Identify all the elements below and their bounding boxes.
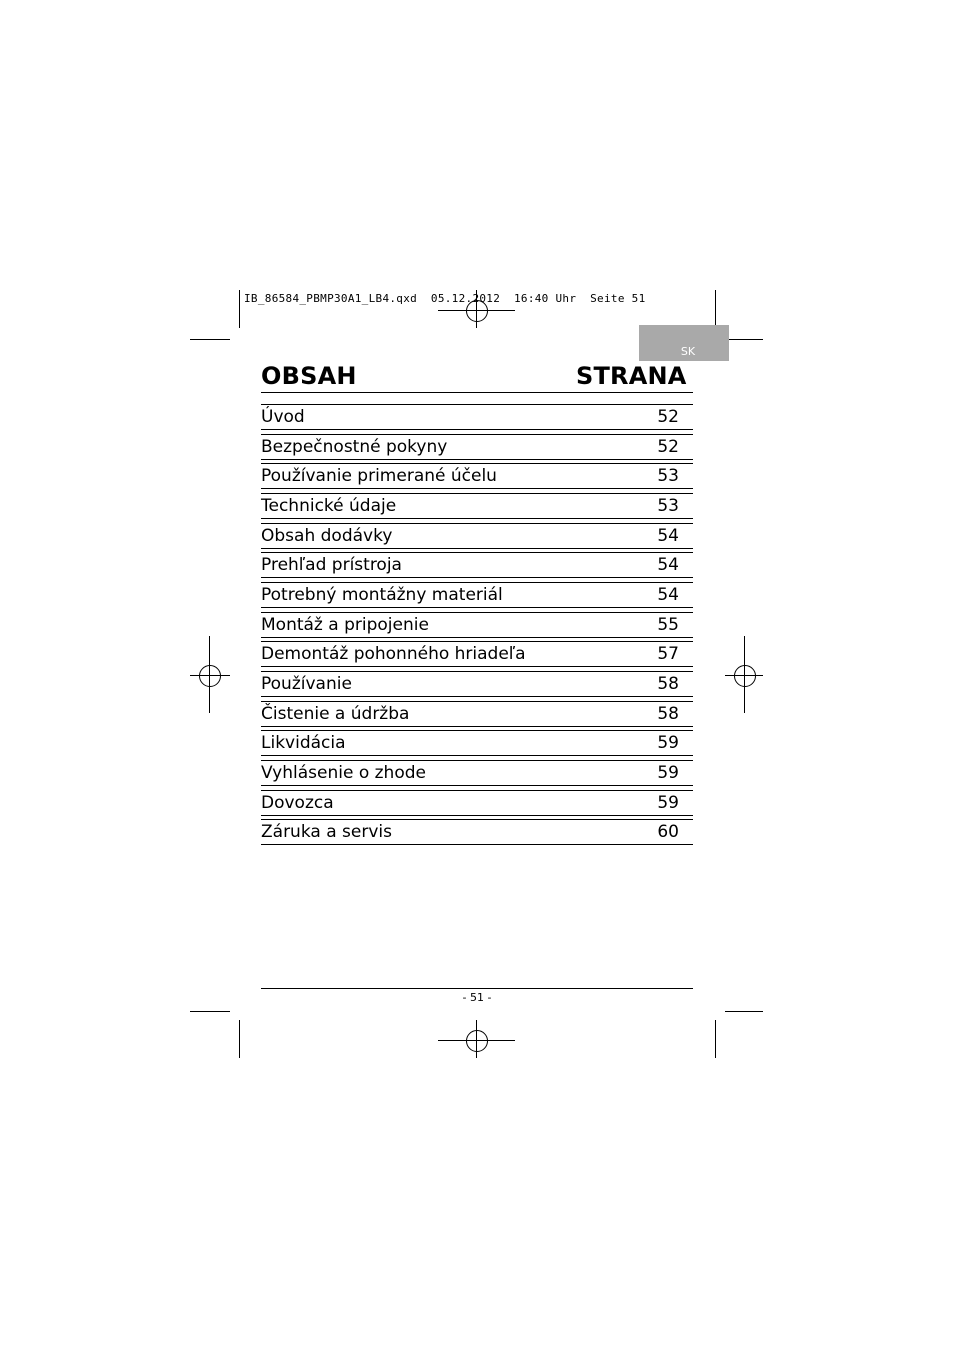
toc-entry-page: 59 [657, 793, 679, 813]
footer-rule [261, 988, 693, 989]
toc-entry [261, 463, 693, 489]
toc-entry-label: Likvidácia [261, 733, 346, 753]
toc-entry [261, 790, 693, 816]
page-heading: STRANA [576, 362, 687, 390]
toc-entry [261, 819, 693, 845]
toc-entry-label: Demontáž pohonného hriadeľa [261, 644, 526, 664]
toc-entry-page: 57 [657, 644, 679, 664]
toc-entry [261, 582, 693, 608]
toc-entry [261, 671, 693, 697]
toc-entry [261, 701, 693, 727]
toc-entry-label: Záruka a servis [261, 822, 392, 842]
toc-entry-label: Dovozca [261, 793, 334, 813]
toc-entry [261, 760, 693, 786]
toc-entry-label: Obsah dodávky [261, 526, 393, 546]
toc-entry-label: Používanie primerané účelu [261, 466, 497, 486]
toc-entry [261, 434, 693, 460]
toc-entry-page: 52 [657, 437, 679, 457]
toc-entry-label: Úvod [261, 407, 305, 427]
toc-entry [261, 730, 693, 756]
toc-entry-page: 54 [657, 555, 679, 575]
toc-entry-page: 60 [657, 822, 679, 842]
toc-entry-page: 54 [657, 585, 679, 605]
toc-entry [261, 523, 693, 549]
toc-entry-label: Montáž a pripojenie [261, 615, 429, 635]
toc-entry-label: Technické údaje [261, 496, 397, 516]
heading-rule [261, 392, 693, 393]
toc-entry-page: 54 [657, 526, 679, 546]
toc-entry [261, 641, 693, 667]
toc-entry-page: 59 [657, 763, 679, 783]
toc-entry-label: Vyhlásenie o zhode [261, 763, 426, 783]
toc-entry-page: 58 [657, 704, 679, 724]
toc-entry-page: 58 [657, 674, 679, 694]
toc-entry-page: 53 [657, 466, 679, 486]
toc-entry-label: Bezpečnostné pokyny [261, 437, 448, 457]
toc-entry-page: 59 [657, 733, 679, 753]
toc-entry-page: 55 [657, 615, 679, 635]
toc-entry-label: Používanie [261, 674, 352, 694]
toc-entry-label: Prehľad prístroja [261, 555, 402, 575]
print-slug: IB_86584_PBMP30A1_LB4.qxd 05.12.2012 16:40 Uhr Seite 51 [244, 292, 646, 305]
toc-entry-label: Čistenie a údržba [261, 704, 410, 724]
language-tab-label: SK [680, 345, 696, 358]
toc-entry [261, 404, 693, 430]
page-number: - 51 - [462, 991, 492, 1004]
toc-entry-label: Potrebný montážny materiál [261, 585, 503, 605]
toc-entry [261, 612, 693, 638]
toc-entry [261, 493, 693, 519]
toc-entry-page: 53 [657, 496, 679, 516]
contents-heading: OBSAH [261, 362, 357, 390]
toc-entry-page: 52 [657, 407, 679, 427]
language-tab [639, 325, 729, 361]
toc-entry [261, 552, 693, 578]
